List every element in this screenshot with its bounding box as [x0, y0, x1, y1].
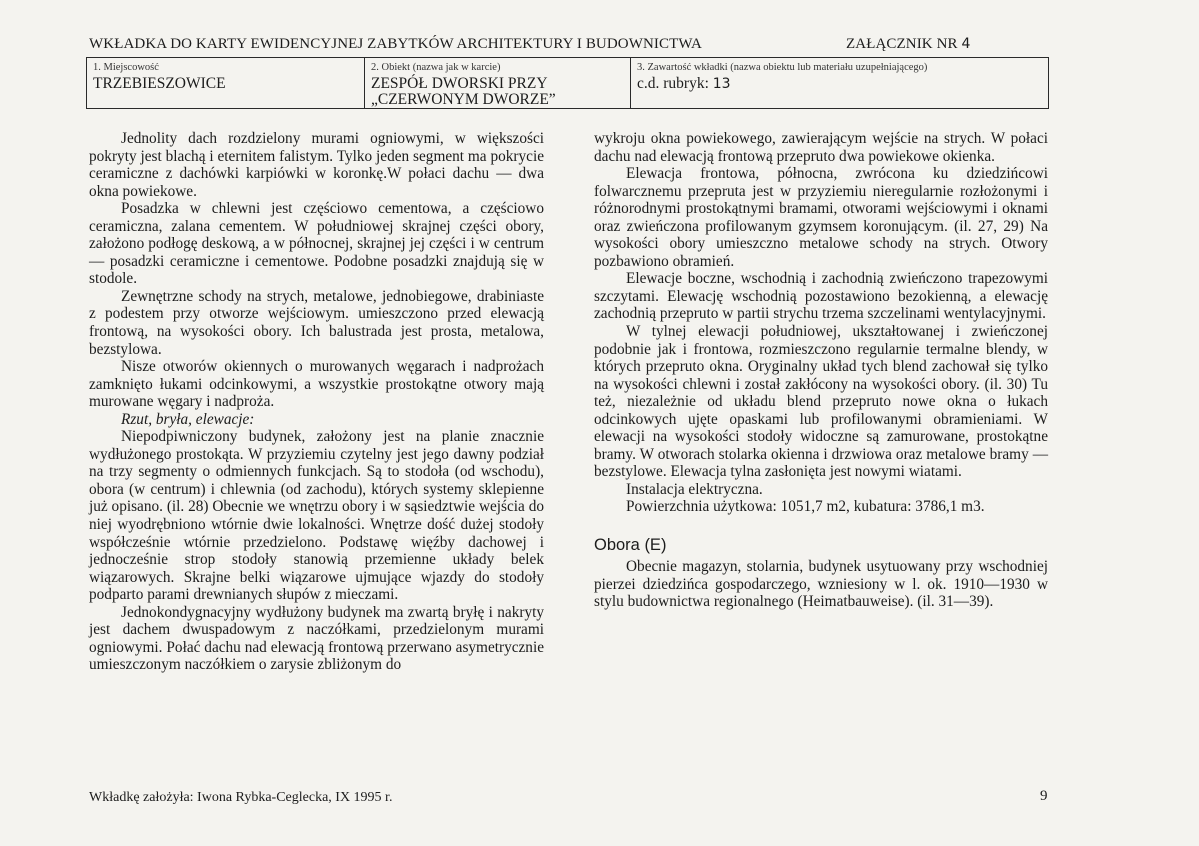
- paragraph: Posadzka w chlewni jest częściowo cementowa, a częściowo ceramiczna, zalana cementem. W południowej skrajnej części obory, założono podłogę deskową, a w północnej, skrajnej jej części i w centrum — posadzki ceramiczne i cementowe. Podobne posadzki znajdują się w stodole.: [89, 200, 544, 288]
- paragraph: Jednolity dach rozdzielony murami ogniowymi, w większości pokryty jest blachą i eternitem falistym. Tylko jeden segment ma pokrycie ceramiczne z dachówki karpiówki w koronkę.W połaci dachu — dwa okna powiekowe.: [89, 130, 544, 200]
- paragraph: Elewacje boczne, wschodnią i zachodnią zwieńczono trapezowymi szczytami. Elewację wschodnią pozostawiono bezokienną, a elewację zachodnią przepruto w partii strychu trzema szczelinami wentylacyjnymi.: [594, 270, 1048, 323]
- locality-value: TRZEBIESZOWICE: [93, 75, 226, 92]
- paragraph: Powierzchnia użytkowa: 1051,7 m2, kubatura: 3786,1 m3.: [626, 498, 985, 516]
- paragraph: Obecnie magazyn, stolarnia, budynek usytuowany przy wschodniej pierzei dziedzińca gospodarczego, wzniesiony w l. ok. 1910—1930 w stylu budownictwa regionalnego (Heimatbauweise). (il. 31—39).: [594, 558, 1048, 611]
- locality-cell: [87, 58, 365, 108]
- content-value-number: 13: [712, 76, 731, 92]
- content-label: 3. Zawartość wkładki (nazwa obiektu lub materiału uzupełniającego): [637, 62, 928, 73]
- object-value: [371, 76, 556, 108]
- content-value: [637, 76, 731, 92]
- content-cell: [631, 58, 1048, 108]
- header-table: [86, 57, 1049, 109]
- object-value-line1: ZESPÓŁ DWORSKI PRZY: [371, 75, 548, 92]
- object-value-line2: „CZERWONYM DWORZE”: [371, 91, 556, 108]
- paragraph: Niepodpiwniczony budynek, założony jest na planie znacznie wydłużonego prostokąta. W przyziemiu czytelny jest jego dawny podział na trzy segmenty o odmiennych funkcjach. Są to stodoła (od wschodu), obora (w centrum) i chlewnia (od zachodu), których systemy sklepienne już opisano. (il. 28) Obecnie we wnętrzu obory i w sąsiedztwie wejścia do niej wyodrębniono wtórnie dwie lokalności. Wnętrze dość dużej stodoły współcześnie wtórnie przedzielono. Podstawę więźby dachowej i jednocześnie strop stodoły stanowią przemienne układy belek wiązarowych. Skrajne belki wiązarowe ujmujące wjazdy do stodoły podparto parami drewnianych słupów z mieczami.: [89, 428, 544, 604]
- object-label: 2. Obiekt (nazwa jak w karcie): [371, 62, 501, 73]
- attachment-number: 4: [961, 36, 971, 52]
- right-text-column: [594, 130, 1048, 611]
- paragraph: Elewacja frontowa, północna, zwrócona ku dziedzińcowi folwarcznemu przepruta jest w przyziemiu nieregularnie rozłożonymi i różnorodnymi prostokątnymi bramami, otworami wejściowymi i oknami oraz zwieńczona profilowanym gzymsem koronującym. (il. 27, 29) Na wysokości obory umieszczno metalowe schody na strych. Otwory pozbawiono obramień.: [594, 165, 1048, 270]
- author-footer: Wkładkę założyła: Iwona Rybka-Ceglecka, IX 1995 r.: [89, 790, 393, 805]
- locality-label: 1. Miejscowość: [93, 62, 159, 73]
- paragraph: Jednokondygnacyjny wydłużony budynek ma zwartą bryłę i nakryty jest dachem dwuspadowym z naczółkami, przedzielonym murami ogniowymi. Połać dachu nad elewacją frontową przerwano asymetrycznie umieszczonym naczółkiem o zarysie zbliżonym do: [89, 603, 544, 674]
- page-number: 9: [1040, 788, 1048, 804]
- paragraph: Instalacja elektryczna.: [626, 480, 763, 498]
- paragraph: wykroju okna powiekowego, zawierającym wejście na strych. W połaci dachu nad elewacją frontową przepruto dwa powiekowe okienka.: [594, 130, 1048, 165]
- paragraph: W tylnej elewacji południowej, ukształtowanej i zwieńczonej podobnie jak i frontowa, rozmieszczono regularnie termalne blendy, w których przepruto okna. Oryginalny układ tych blend zachował się tylko na wysokości chlewni i został zakłócony na wysokości obory. (il. 30) Tu też, niezależnie od układu blend przepruto nowe okna o łukach odcinkowych ujęte opaskami lub profilowanymi obramieniami. W elewacji na wysokości stodoły widoczne są zamurowane, prostokątne bramy. W otworach stolarka okienna i drzwiowa oraz metalowe bramy — bezstylowe. Elewacja tylna zasłonięta jest nowymi wiatami.: [594, 323, 1048, 481]
- section-heading: Obora (E): [594, 536, 667, 555]
- paragraph: Zewnętrzne schody na strych, metalowe, jednobiegowe, drabiniaste z podestem przy otworze wejściowym. umieszczono przed elewacją frontową, na wysokości obory. Ich balustrada jest prosta, metalowa, bezstylowa.: [89, 287, 544, 358]
- object-cell: [365, 58, 631, 108]
- attachment-label-text: ZAŁĄCZNIK NR: [846, 36, 958, 52]
- left-text-column: [89, 130, 544, 674]
- section-subheading: Rzut, bryła, elewacje:: [121, 410, 255, 428]
- document-title: WKŁADKA DO KARTY EWIDENCYJNEJ ZABYTKÓW ARCHITEKTURY I BUDOWNICTWA: [89, 36, 702, 52]
- paragraph: Nisze otworów okiennych o murowanych węgarach i nadprożach zamknięto łukami odcinkowymi, a wszystkie prostokątne otwory mają murowane węgary i nadproża.: [89, 358, 544, 411]
- attachment-label: [846, 36, 970, 53]
- content-value-text: c.d. rubryk:: [637, 75, 709, 92]
